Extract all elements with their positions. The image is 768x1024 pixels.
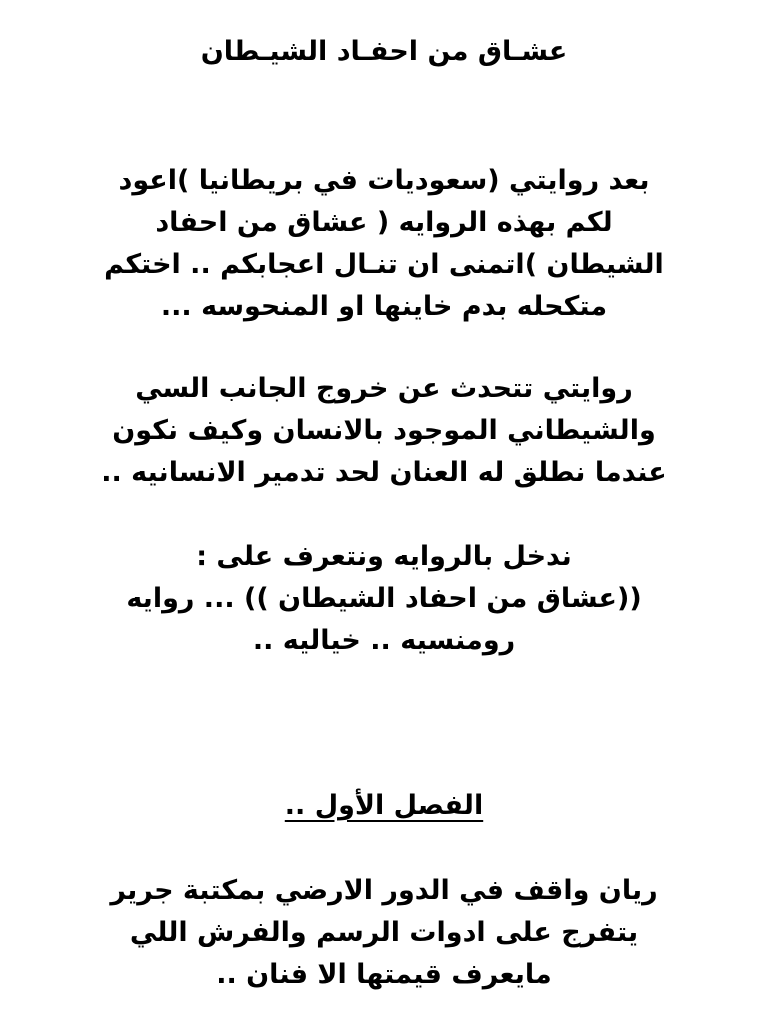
paragraph-line: عندما نطلق له العنان لحد تدمير الانسانيه .. xyxy=(101,457,667,488)
paragraph-line: لكم بهذه الروايه ( عشاق من احفاد xyxy=(155,207,613,238)
genre-paragraph xyxy=(84,536,684,662)
document-title: عشـاق من احفـاد الشيـطان xyxy=(200,36,568,67)
summary-paragraph xyxy=(84,368,684,494)
paragraph-line: ندخل بالروايه ونتعرف على : xyxy=(196,541,572,572)
chapter-paragraph xyxy=(84,870,684,996)
paragraph-line: مايعرف قيمتها الا فنان .. xyxy=(216,959,552,990)
paragraph-line: ريان واقف في الدور الارضي بمكتبة جرير xyxy=(110,875,658,906)
paragraph-line: يتفرج على ادوات الرسم والفرش اللي xyxy=(129,917,639,948)
paragraph-line: والشيطاني الموجود بالانسان وكيف نكون xyxy=(112,415,656,446)
paragraph-line: متكحله بدم خاينها او المنحوسه ... xyxy=(160,291,608,322)
intro-paragraph xyxy=(84,160,684,328)
chapter-heading: الفصل الأول .. xyxy=(284,790,484,821)
paragraph-line: ((عشاق من احفاد الشيطان )) ... روايه xyxy=(126,583,642,614)
paragraph-line: روايتي تتحدث عن خروج الجانب السي xyxy=(135,373,633,404)
paragraph-line: بعد روايتي (سعوديات في بريطانيا )اعود xyxy=(118,165,650,196)
paragraph-line: رومنسيه .. خياليه .. xyxy=(252,625,516,656)
paragraph-line: الشيطان )اتمنى ان تنـال اعجابكم .. اختكم xyxy=(104,249,664,280)
